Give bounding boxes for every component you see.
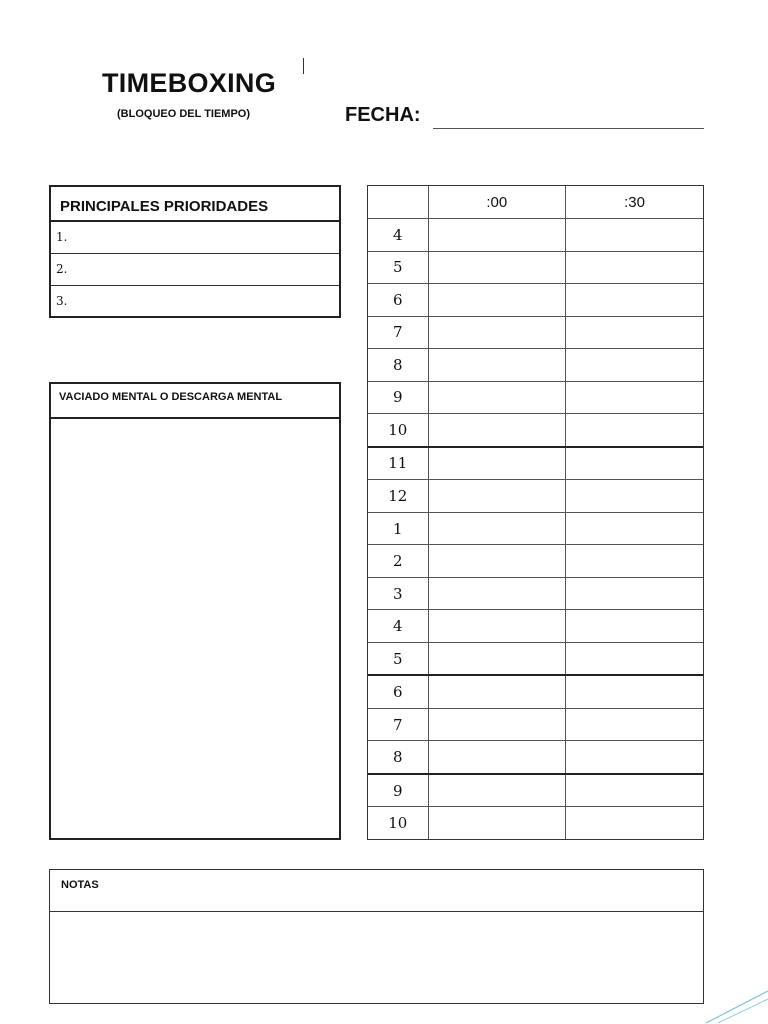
schedule-hour-label: 4 <box>368 610 428 643</box>
schedule-cell-00[interactable] <box>428 381 566 414</box>
schedule-hour-label: 12 <box>368 480 428 513</box>
schedule-cell-30[interactable] <box>566 512 704 545</box>
schedule-cell-00[interactable] <box>428 807 566 839</box>
divider-tick <box>303 58 304 74</box>
corner-decoration <box>704 985 768 1024</box>
schedule-row <box>368 642 703 675</box>
priority-row-1[interactable]: 1. <box>51 222 339 254</box>
schedule-cell-30[interactable] <box>566 577 704 610</box>
schedule-hour-label: 5 <box>368 251 428 284</box>
schedule-cell-30[interactable] <box>566 545 704 578</box>
page-title: TIMEBOXING <box>102 68 277 98</box>
schedule-hour-label: 11 <box>368 447 428 480</box>
schedule-cell-00[interactable] <box>428 251 566 284</box>
schedule-cell-00[interactable] <box>428 512 566 545</box>
schedule-row <box>368 381 703 414</box>
schedule-cell-30[interactable] <box>566 675 704 708</box>
schedule-cell-00[interactable] <box>428 708 566 741</box>
schedule-hour-label: 4 <box>368 219 428 252</box>
schedule-row <box>368 284 703 317</box>
notes-area[interactable] <box>50 912 703 1002</box>
schedule-header-00: :00 <box>428 186 566 219</box>
notes-heading: NOTAS <box>50 870 703 912</box>
schedule-row <box>368 447 703 480</box>
schedule-row <box>368 316 703 349</box>
schedule-row <box>368 774 703 807</box>
priority-row-2[interactable]: 2. <box>51 254 339 286</box>
schedule-row <box>368 414 703 447</box>
schedule-hour-label: 3 <box>368 577 428 610</box>
schedule-cell-00[interactable] <box>428 349 566 382</box>
schedule-cell-00[interactable] <box>428 414 566 447</box>
brain-dump-area[interactable] <box>51 419 339 838</box>
schedule-cell-30[interactable] <box>566 480 704 513</box>
schedule-hour-label: 1 <box>368 512 428 545</box>
schedule-hour-label: 6 <box>368 284 428 317</box>
schedule-row <box>368 251 703 284</box>
schedule-cell-30[interactable] <box>566 708 704 741</box>
schedule-cell-00[interactable] <box>428 447 566 480</box>
schedule-cell-30[interactable] <box>566 381 704 414</box>
schedule-cell-30[interactable] <box>566 316 704 349</box>
brain-dump-box <box>49 382 341 840</box>
schedule-header-30: :30 <box>566 186 704 219</box>
schedule-cell-00[interactable] <box>428 577 566 610</box>
schedule-grid <box>367 185 704 840</box>
schedule-hour-label: 6 <box>368 675 428 708</box>
schedule-row <box>368 741 703 774</box>
schedule-cell-00[interactable] <box>428 741 566 774</box>
schedule-cell-30[interactable] <box>566 284 704 317</box>
schedule-cell-30[interactable] <box>566 741 704 774</box>
schedule-cell-30[interactable] <box>566 349 704 382</box>
schedule-hour-label: 10 <box>368 414 428 447</box>
notes-box <box>49 869 704 1004</box>
schedule-row <box>368 512 703 545</box>
schedule-hour-label: 9 <box>368 381 428 414</box>
priorities-heading: PRINCIPALES PRIORIDADES <box>51 187 339 222</box>
schedule-hour-label: 2 <box>368 545 428 578</box>
schedule-cell-00[interactable] <box>428 774 566 807</box>
schedule-row <box>368 807 703 839</box>
schedule-cell-00[interactable] <box>428 480 566 513</box>
schedule-row <box>368 349 703 382</box>
schedule-header-blank <box>368 186 428 219</box>
schedule-hour-label: 7 <box>368 316 428 349</box>
schedule-hour-label: 7 <box>368 708 428 741</box>
schedule-hour-label: 5 <box>368 642 428 675</box>
priorities-box <box>49 185 341 318</box>
schedule-row <box>368 708 703 741</box>
schedule-cell-30[interactable] <box>566 642 704 675</box>
date-label: FECHA: <box>345 104 421 126</box>
schedule-cell-00[interactable] <box>428 675 566 708</box>
schedule-cell-00[interactable] <box>428 284 566 317</box>
schedule-header-row <box>368 186 703 219</box>
schedule-cell-30[interactable] <box>566 774 704 807</box>
schedule-hour-label: 8 <box>368 741 428 774</box>
schedule-cell-30[interactable] <box>566 610 704 643</box>
schedule-hour-label: 8 <box>368 349 428 382</box>
schedule-cell-30[interactable] <box>566 219 704 252</box>
schedule-row <box>368 480 703 513</box>
schedule-row <box>368 577 703 610</box>
date-field-line[interactable] <box>433 128 704 129</box>
schedule-hour-label: 10 <box>368 807 428 839</box>
schedule-cell-30[interactable] <box>566 807 704 839</box>
schedule-row <box>368 545 703 578</box>
schedule-cell-00[interactable] <box>428 610 566 643</box>
schedule-cell-00[interactable] <box>428 642 566 675</box>
schedule-cell-00[interactable] <box>428 316 566 349</box>
schedule-row <box>368 610 703 643</box>
schedule-hour-label: 9 <box>368 774 428 807</box>
schedule-cell-30[interactable] <box>566 447 704 480</box>
schedule-cell-30[interactable] <box>566 251 704 284</box>
schedule-row <box>368 675 703 708</box>
schedule-cell-00[interactable] <box>428 545 566 578</box>
schedule-cell-00[interactable] <box>428 219 566 252</box>
page-subtitle: (BLOQUEO DEL TIEMPO) <box>117 108 251 120</box>
priority-row-3[interactable]: 3. <box>56 294 68 308</box>
schedule-row <box>368 219 703 252</box>
schedule-cell-30[interactable] <box>566 414 704 447</box>
brain-dump-heading: VACIADO MENTAL O DESCARGA MENTAL <box>51 384 339 419</box>
